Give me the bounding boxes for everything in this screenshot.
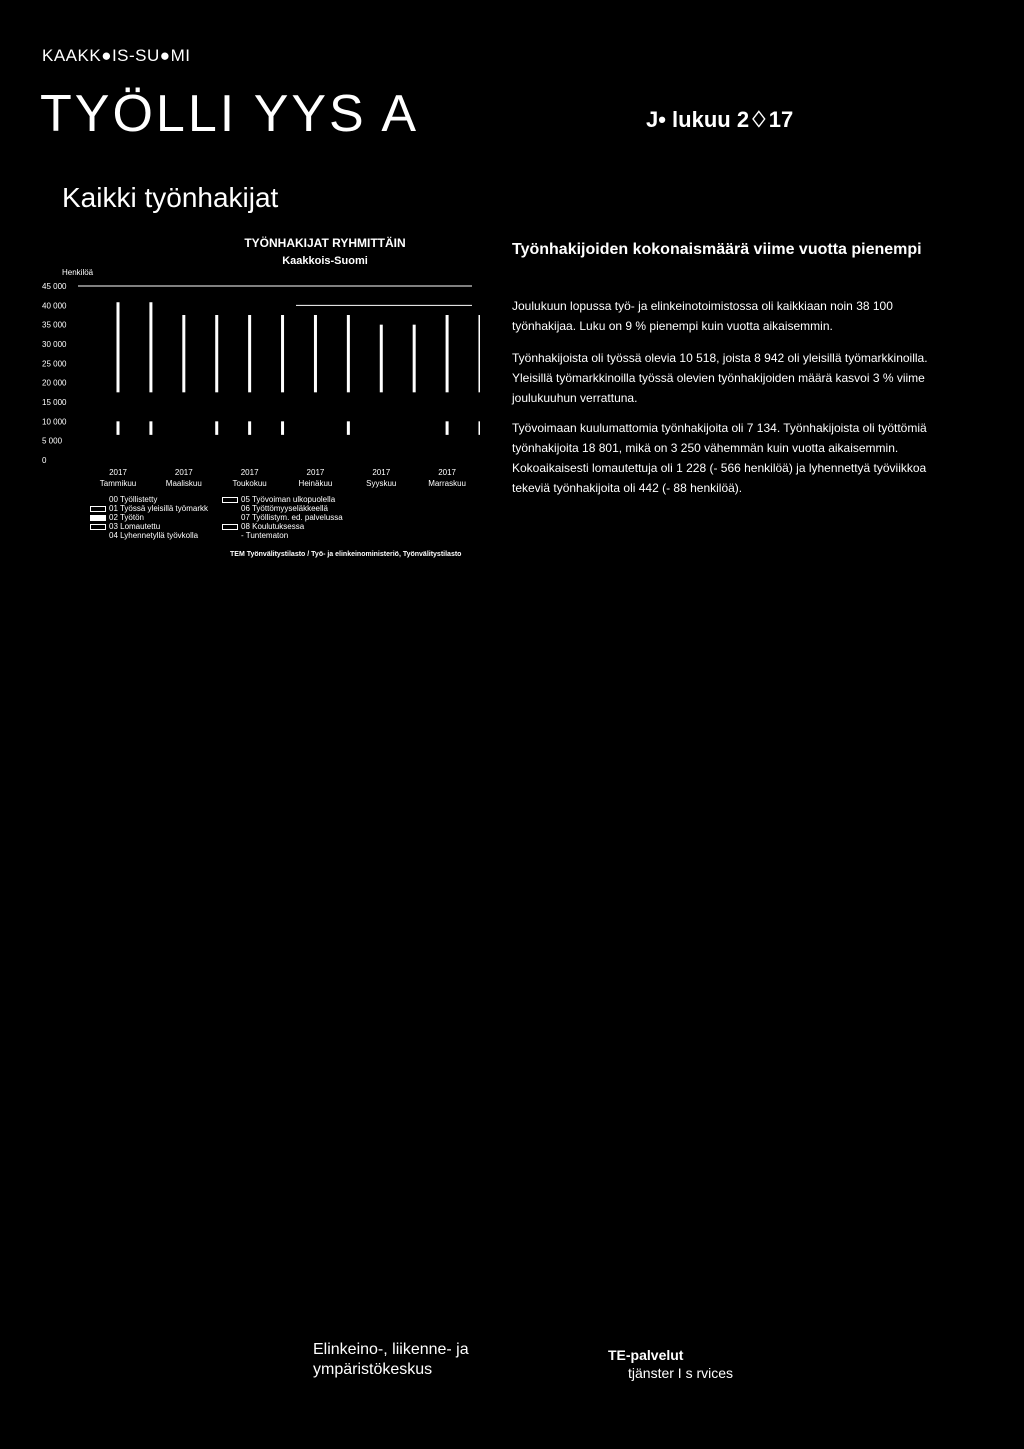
legend-label: 05 Työvoiman ulkopuolella: [241, 495, 336, 504]
bar-upper: [281, 315, 284, 392]
x-tick-year: 2017: [240, 468, 259, 477]
y-tick-label: 10 000: [42, 417, 67, 427]
bar-lower: [117, 421, 120, 435]
legend-swatch: [222, 497, 238, 503]
legend-swatch: [90, 524, 106, 530]
legend-left: [90, 495, 208, 540]
x-tick-month: Tammikuu: [99, 479, 137, 488]
legend-label: - Tuntematon: [241, 531, 289, 540]
bar-lower: [347, 421, 350, 435]
legend-label: 02 Työtön: [109, 513, 144, 522]
legend-right: [222, 495, 343, 540]
legend-swatch: [222, 515, 238, 521]
legend-item: [90, 504, 208, 513]
x-tick-month: Heinäkuu: [298, 479, 333, 488]
legend-swatch: [222, 533, 238, 539]
y-tick-label: 30 000: [42, 340, 67, 349]
bar-upper: [479, 315, 481, 392]
bar-lower: [248, 421, 251, 435]
bar-upper: [314, 315, 317, 392]
y-tick-label: 35 000: [42, 320, 67, 330]
bar-upper: [215, 315, 218, 392]
bar-upper: [149, 302, 152, 392]
paragraph-3: Työvoimaan kuulumattomia työnhakijoita oli 7 134. Työnhakijoista oli työttömiä työnhakijoita 18 801, mikä on 3 250 vähemmän kuin vuotta aikaisemmin. Kokoaikaisesti lomautettuja oli 1 228 (- 566 henkilöä) ja lyhennettyä työviikkoa tekeviä työnhakijoita oli 442 (- 88 henkilöä).: [512, 421, 927, 495]
bar-upper: [248, 315, 251, 392]
bar-lower: [215, 421, 218, 435]
legend-label: 08 Koulutuksessa: [241, 522, 305, 531]
x-tick-month: Maaliskuu: [165, 479, 202, 488]
bar-lower: [446, 421, 449, 435]
legend-item: [90, 495, 208, 504]
x-tick-year: 2017: [438, 468, 456, 477]
legend-swatch: [222, 506, 238, 512]
region-label: KAAKK●IS-SU●MI: [42, 46, 191, 65]
x-tick-month: Marraskuu: [428, 479, 466, 488]
legend-item: [222, 531, 343, 540]
legend-swatch: [90, 497, 106, 503]
legend-item: [222, 504, 343, 513]
bar-chart: [40, 270, 480, 495]
bar-lower: [479, 421, 481, 435]
y-axis-label: Henkilöä: [62, 268, 94, 277]
bar-upper: [446, 315, 449, 392]
legend-label: 03 Lomautettu: [109, 522, 161, 531]
legend-swatch: [90, 533, 106, 539]
legend-item: [90, 531, 208, 540]
chart-title: TYÖNHAKIJAT RYHMITTÄIN: [244, 236, 406, 250]
y-tick-label: 20 000: [42, 378, 67, 388]
y-tick-label: 15 000: [42, 398, 67, 407]
x-tick-month: Toukokuu: [232, 479, 267, 488]
legend-label: 04 Lyhennetyllä työvkolla: [109, 531, 199, 540]
legend-label: 00 Työllistetty: [109, 495, 158, 504]
article-headline: Työnhakijoiden kokonaismäärä viime vuotta pienempi: [512, 241, 922, 258]
y-tick-label: 40 000: [42, 301, 67, 311]
ely-logo-text: [313, 1340, 469, 1380]
bar-upper: [347, 315, 350, 392]
legend-label: 01 Työssä yleisillä työmarkk: [109, 504, 208, 513]
bar-lower: [149, 421, 152, 435]
paragraph-1: Joulukuun lopussa työ- ja elinkeinotoimistossa oli kaikkiaan noin 38 100 työnhakijaa. Luku on 9 % pienempi kuin vuotta aikaisemmin.: [512, 299, 893, 333]
y-tick-label: 0: [42, 456, 47, 465]
report-date: J• lukuu 2♢17: [646, 107, 794, 132]
legend-item: [222, 522, 343, 531]
bar-upper: [182, 315, 185, 392]
y-tick-label: 5 000: [42, 436, 63, 446]
x-tick-year: 2017: [372, 468, 391, 477]
bar-upper: [117, 302, 120, 392]
chart-subtitle: Kaakkois-Suomi: [282, 255, 368, 267]
ely-line-1: Elinkeino-, liikenne- ja: [313, 1341, 469, 1358]
ely-line-2: ympäristökeskus: [313, 1361, 433, 1378]
x-tick-year: 2017: [174, 468, 193, 477]
legend-item: [90, 522, 208, 531]
legend-label: 06 Työttömyyseläkkeellä: [241, 504, 329, 513]
x-tick-year: 2017: [109, 468, 127, 477]
chart-source: TEM Työnvälitystilasto / Työ- ja elinkeinoministeriö, Työnvälitystilasto: [230, 551, 462, 558]
y-tick-label: 25 000: [42, 359, 67, 369]
page-title: TYÖLLI YYS A: [40, 85, 420, 143]
te-line-2: tjänster I s rvices: [628, 1365, 734, 1381]
y-tick-label: 45 000: [42, 282, 67, 291]
legend-label: 07 Työllistym. ed. palvelussa: [241, 513, 343, 522]
legend-item: [222, 495, 343, 504]
legend-swatch: [222, 524, 238, 530]
te-line-1: TE-palvelut: [608, 1347, 684, 1363]
legend-item: [222, 513, 343, 522]
bar-upper: [413, 325, 416, 393]
te-logo-text: [608, 1346, 733, 1382]
legend-item: [90, 513, 208, 522]
bar-lower: [281, 421, 284, 435]
paragraph-2: Työnhakijoista oli työssä olevia 10 518, joista 8 942 oli yleisillä työmarkkinoilla. Yleisillä työmarkkinoilla työssä olevien työnhakijoiden määrä kasvoi 3 % viime joulukuuhun verrattuna.: [512, 351, 928, 405]
section-title: Kaikki työnhakijat: [62, 182, 279, 213]
bar-upper: [380, 325, 383, 393]
legend-swatch: [90, 506, 106, 512]
x-tick-year: 2017: [306, 468, 325, 477]
legend-swatch: [90, 515, 106, 521]
x-tick-month: Syyskuu: [366, 479, 397, 488]
